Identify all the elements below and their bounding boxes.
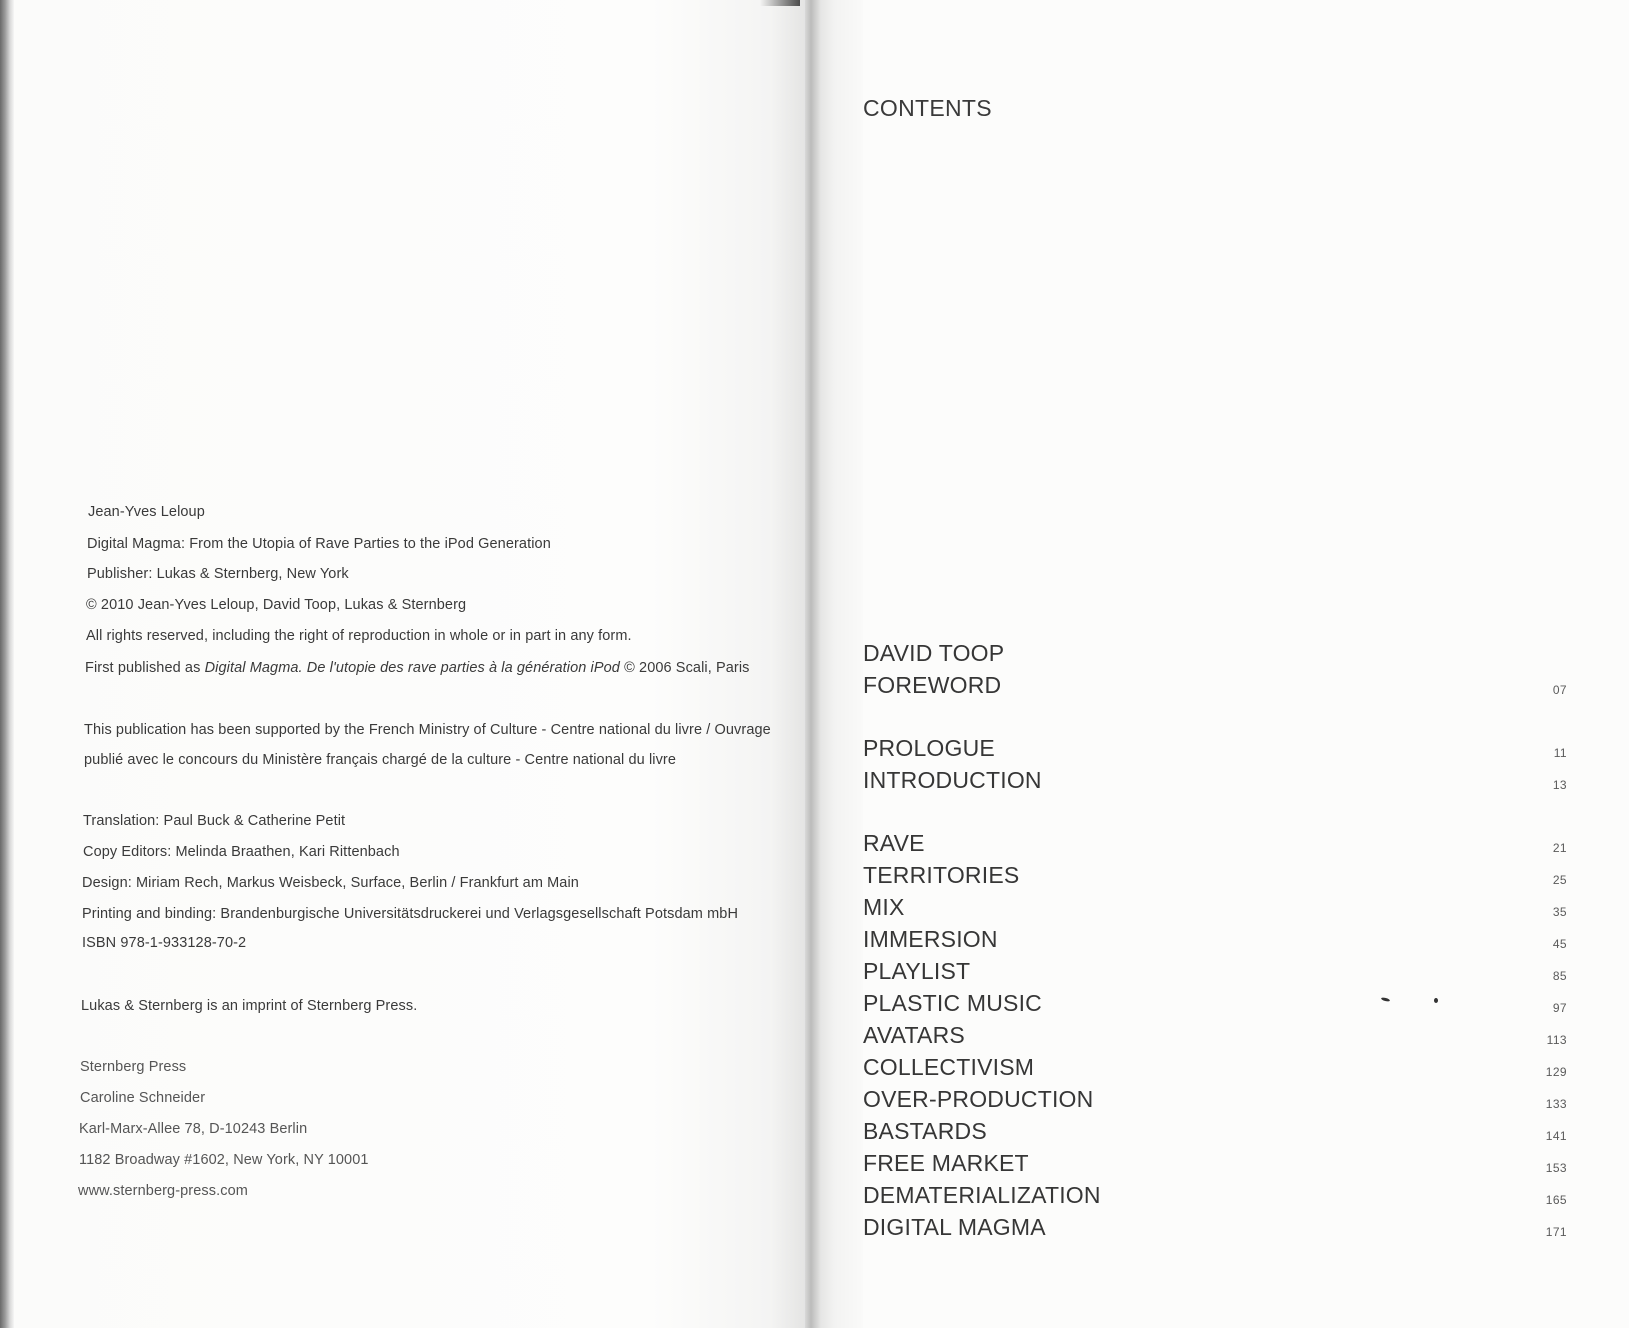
dust-speck — [1381, 997, 1390, 1002]
toc-entry-page: 97 — [1552, 1001, 1567, 1015]
toc-entry-page: 13 — [1552, 778, 1567, 792]
toc-entry-page: 153 — [1545, 1161, 1567, 1175]
toc-entry-page: 141 — [1545, 1129, 1567, 1143]
toc-entry-page: 165 — [1545, 1193, 1567, 1207]
toc-entry-page: 35 — [1552, 905, 1567, 919]
toc-entry-label: BASTARDS — [863, 1118, 987, 1144]
toc-entry-label: MIX — [863, 894, 905, 920]
first-published-suffix: © 2006 Scali, Paris — [619, 660, 750, 676]
book-gutter — [805, 0, 863, 1328]
press-name: Sternberg Press — [80, 1059, 187, 1075]
toc-entry-page: 113 — [1546, 1033, 1567, 1047]
imprint-first-published — [85, 660, 750, 676]
press-website: www.sternberg-press.com — [78, 1183, 248, 1199]
toc-entry-page: 85 — [1552, 969, 1567, 983]
toc-entry-page: 21 — [1552, 841, 1567, 855]
toc-entry-label: TERRITORIES — [863, 862, 1020, 888]
toc-entry-page: 171 — [1545, 1225, 1567, 1239]
imprint-support-line-1: This publication has been supported by the French Ministry of Culture - Centre national du livre / Ouvrage — [84, 722, 771, 738]
toc-entry-label: DIGITAL MAGMA — [863, 1214, 1046, 1240]
toc-entry-label: DAVID TOOP — [863, 640, 1005, 666]
toc-entry-page: 45 — [1552, 937, 1567, 951]
page-edge-shadow — [760, 0, 800, 6]
toc-entry-label: AVATARS — [863, 1022, 965, 1048]
toc-entry-label: PLAYLIST — [863, 958, 971, 984]
press-address-newyork: 1182 Broadway #1602, New York, NY 10001 — [79, 1152, 369, 1168]
dust-speck — [1434, 998, 1438, 1003]
press-address-berlin: Karl-Marx-Allee 78, D-10243 Berlin — [79, 1121, 308, 1137]
toc-entry-label: IMMERSION — [863, 926, 998, 952]
imprint-isbn: ISBN 978-1-933128-70-2 — [82, 935, 247, 951]
toc-entry-page: 11 — [1553, 746, 1567, 760]
toc-entry-label: DEMATERIALIZATION — [863, 1182, 1101, 1208]
toc-entry-page: 129 — [1545, 1065, 1567, 1079]
imprint-printing: Printing and binding: Brandenburgische Universitätsdruckerei und Verlagsgesellschaft Potsdam mbH — [82, 906, 739, 922]
toc-entry-label: INTRODUCTION — [863, 767, 1042, 793]
imprint-design: Design: Miriam Rech, Markus Weisbeck, Surface, Berlin / Frankfurt am Main — [82, 875, 579, 891]
imprint-support-line-2: publié avec le concours du Ministère français chargé de la culture - Centre national du livre — [84, 752, 677, 768]
toc-entry-label: FOREWORD — [863, 672, 1002, 698]
toc-entry-label: OVER-PRODUCTION — [863, 1086, 1094, 1112]
imprint-author: Jean-Yves Leloup — [88, 504, 205, 520]
toc-entry-label: RAVE — [863, 830, 925, 856]
imprint-publisher: Publisher: Lukas & Sternberg, New York — [87, 566, 349, 582]
toc-entry-page: 133 — [1545, 1097, 1567, 1111]
imprint-title: Digital Magma: From the Utopia of Rave Parties to the iPod Generation — [87, 536, 551, 552]
press-contact-name: Caroline Schneider — [80, 1090, 206, 1106]
imprint-page — [14, 0, 810, 1328]
imprint-rights: All rights reserved, including the right of reproduction in whole or in part in any form. — [86, 628, 632, 644]
imprint-copyright: © 2010 Jean-Yves Leloup, David Toop, Lukas & Sternberg — [86, 597, 467, 613]
imprint-note: Lukas & Sternberg is an imprint of Sternberg Press. — [81, 998, 418, 1014]
toc-entry-label: FREE MARKET — [863, 1150, 1029, 1176]
toc-entry-page: 07 — [1552, 683, 1567, 697]
toc-entry-label: PLASTIC MUSIC — [863, 990, 1042, 1016]
toc-entry-label: PROLOGUE — [863, 735, 995, 761]
contents-page — [863, 0, 1629, 1328]
contents-heading: CONTENTS — [863, 95, 992, 121]
first-published-original-title: Digital Magma. De l'utopie des rave parties à la génération iPod — [204, 660, 620, 676]
first-published-prefix: First published as — [85, 660, 205, 676]
imprint-copy-editors: Copy Editors: Melinda Braathen, Kari Rittenbach — [83, 844, 400, 860]
imprint-translation: Translation: Paul Buck & Catherine Petit — [83, 813, 346, 829]
book-edge — [0, 0, 14, 1328]
toc-entry-label: COLLECTIVISM — [863, 1054, 1035, 1080]
toc-entry-page: 25 — [1552, 873, 1567, 887]
